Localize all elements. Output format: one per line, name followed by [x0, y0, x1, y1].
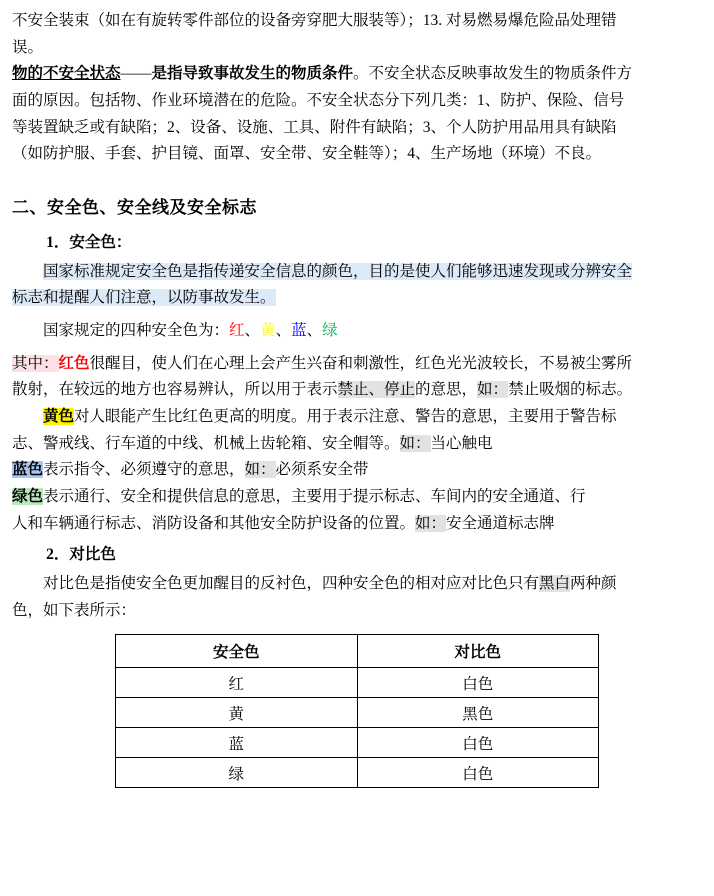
text-run: 不安全装束（如在有旋转零件部位的设备旁穿肥大服装等）；13. 对易燃易爆危险品处理错 — [12, 12, 617, 29]
table-cell-safety-color: 红 — [116, 668, 358, 698]
table-cell-contrast-color: 白色 — [357, 758, 599, 788]
paragraph-contrast-def-line1 — [12, 571, 702, 598]
paragraph-continued-line2 — [12, 35, 702, 62]
color-word-red-inline: 红色 — [58, 354, 90, 372]
text-run: 很醒目，使人们在心理上会产生兴奋和刺激性，红色光光波较长，不易被尘雾所 — [89, 354, 633, 372]
table-cell-safety-color: 蓝 — [116, 728, 358, 758]
text-run: 人和车辆通行标志、消防设备和其他安全防护设备的位置。 — [12, 514, 416, 532]
text-run: 对人眼能产生比红色更高的明度。用于表示注意、警告的意思，主要用于警告标 — [74, 408, 617, 425]
text-run-highlighted: 如： — [477, 381, 509, 399]
color-word-green: 绿 — [322, 322, 338, 340]
color-word-yellow: 黄 — [260, 322, 276, 340]
table-header-contrast-color: 对比色 — [357, 635, 599, 668]
text-run: —— — [120, 65, 152, 83]
paragraph-red-explanation-line1 — [12, 351, 702, 378]
table-header-safety-color: 安全色 — [116, 635, 358, 668]
text-run: 对比色是指使安全色更加醒目的反衬色，四种安全色的相对应对比色只有 — [43, 575, 540, 593]
paragraph-safety-color-def-line1 — [12, 259, 702, 286]
color-word-blue: 蓝 — [291, 322, 307, 340]
table-row — [116, 668, 599, 698]
table-cell-contrast-color: 白色 — [357, 668, 599, 698]
text-run: 当心触电 — [430, 434, 493, 452]
text-run: 等装置缺乏或有缺陷；2、设备、设施、工具、附件有缺陷；3、个人防护用品用具有缺陷 — [12, 118, 617, 136]
paragraph-unsafe-state-line4 — [12, 141, 702, 168]
paragraph-yellow-explanation-line2 — [12, 431, 702, 458]
text-run: 、 — [244, 322, 261, 340]
text-run-highlighted: 标志和提醒人们注意，以防事故发生。 — [12, 289, 276, 307]
subsection-heading-contrast-colors: 2．对比色 — [46, 546, 116, 564]
table-cell-contrast-color: 白色 — [357, 728, 599, 758]
text-run-highlighted: 其中： — [12, 354, 59, 372]
paragraph-yellow-explanation-line1 — [12, 404, 702, 431]
subsection-heading-safety-colors: 1．安全色： — [46, 233, 132, 251]
paragraph-unsafe-state-line3 — [12, 115, 702, 142]
text-run: 面的原因。包括物、作业环境潜在的危险。不安全状态分下列几类：1、防护、保险、信号 — [12, 91, 625, 109]
paragraph-safety-color-def-line2 — [12, 285, 702, 312]
text-run: 的意思， — [415, 381, 478, 399]
text-run: 禁止吸烟的标志。 — [508, 381, 633, 399]
color-word-blue-inline: 蓝色 — [12, 461, 44, 479]
paragraph-unsafe-state — [12, 61, 702, 88]
paragraph-unsafe-state-line2 — [12, 88, 702, 115]
text-run: 。不安全状态反映事故发生的物质条件方 — [353, 65, 633, 83]
table-cell-contrast-color: 黑色 — [357, 698, 599, 728]
table-row — [116, 698, 599, 728]
text-run: 安全通道标志牌 — [446, 514, 555, 532]
paragraph-four-safety-colors — [12, 318, 702, 345]
text-run: 国家规定的四种安全色为： — [43, 322, 230, 340]
color-word-green-inline: 绿色 — [12, 487, 44, 505]
paragraph-blue-explanation — [12, 457, 702, 484]
text-run: 两种颜 — [570, 575, 617, 593]
section-heading-2: 二、安全色、安全线及安全标志 — [12, 197, 257, 217]
paragraph-green-explanation-line2 — [12, 511, 702, 538]
text-run: 必须系安全带 — [275, 461, 369, 479]
text-run: 是指导致事故发生的物质条件 — [151, 65, 354, 83]
safety-color-contrast-table — [115, 634, 599, 788]
text-run-highlighted: 如： — [399, 434, 431, 452]
text-run: 表示通行、安全和提供信息的意思，主要用于提示标志、车间内的安全通道、行 — [43, 487, 586, 505]
text-run-highlighted: 黑白 — [539, 575, 571, 593]
text-run: （如防护服、手套、护目镜、面罩、安全带、安全鞋等）；4、生产场地（环境）不良。 — [12, 145, 602, 163]
table-header-row — [116, 635, 599, 668]
table-cell-safety-color: 绿 — [116, 758, 358, 788]
table-cell-safety-color: 黄 — [116, 698, 358, 728]
text-run: 误。 — [12, 38, 44, 56]
paragraph-continued-line1 — [12, 8, 702, 35]
color-word-yellow-inline: 黄色 — [43, 408, 75, 425]
text-run: 色，如下表所示： — [12, 601, 137, 619]
table-row — [116, 758, 599, 788]
text-run: 、 — [306, 322, 323, 340]
text-run-highlighted: 禁止、停止 — [337, 381, 416, 399]
text-run-highlighted: 如： — [244, 461, 276, 479]
text-run-highlighted: 如： — [415, 514, 447, 532]
color-word-red: 红 — [229, 322, 245, 340]
table-row — [116, 728, 599, 758]
text-run: 表示指令、必须遵守的意思， — [43, 461, 245, 479]
text-run: 志、警戒线、行车道的中线、机械上齿轮箱、安全帽等。 — [12, 434, 400, 452]
paragraph-contrast-def-line2 — [12, 598, 702, 625]
term-unsafe-state: 物的不安全状态 — [12, 65, 121, 83]
text-run: 、 — [275, 322, 292, 340]
text-run-highlighted: 国家标准规定安全色是指传递安全信息的颜色，目的是使人们能够迅速发现或分辨安全 — [43, 262, 633, 280]
text-run: 散射，在较远的地方也容易辨认，所以用于表示 — [12, 381, 338, 399]
paragraph-green-explanation-line1 — [12, 484, 702, 511]
paragraph-red-explanation-line2 — [12, 377, 702, 404]
